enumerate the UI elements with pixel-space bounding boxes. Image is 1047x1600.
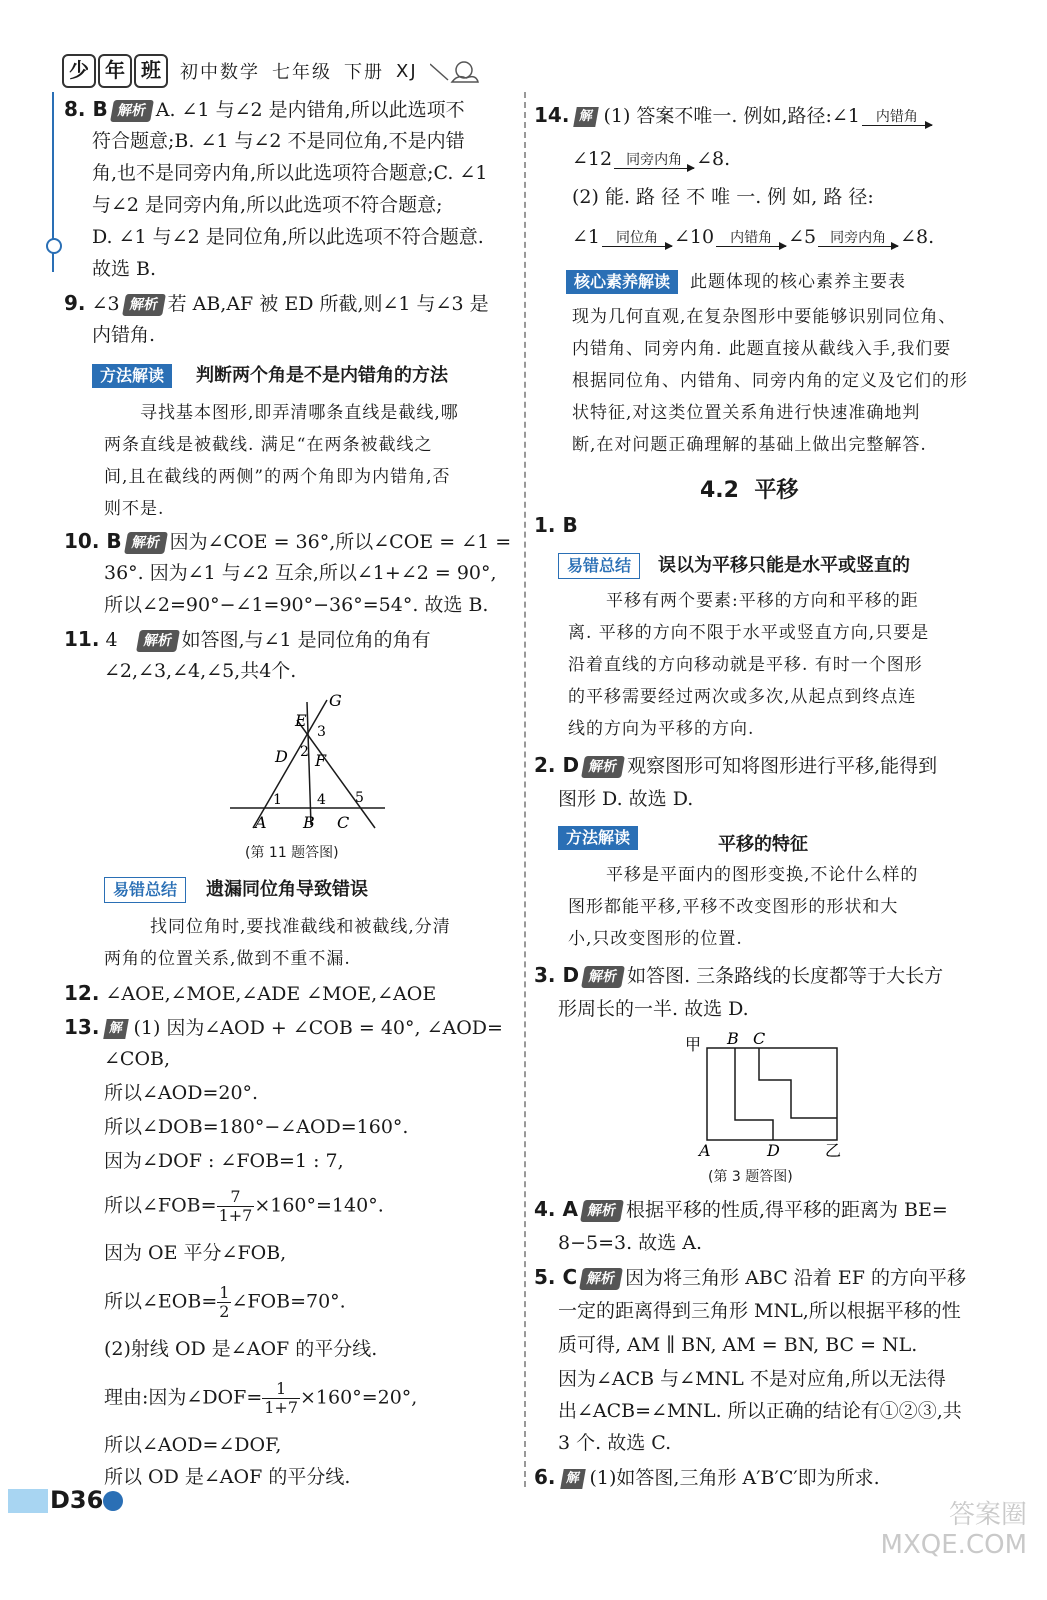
q14-text: ∠10 [674,226,715,248]
label-A: A [255,813,267,832]
label-2: 2 [300,744,309,760]
error-text: 找同位角时,要找准截线和被截线,分清 [150,917,451,937]
q13-frac-line [104,1380,417,1417]
label-D: D [275,747,288,766]
q11-text: 如答图,与∠1 是同位角的角有 [181,629,431,651]
q5-text: 出∠ACB=∠MNL. 所以正确的结论有①②③,共 [558,1400,962,1422]
brand-char: 班 [134,54,168,88]
q8-number: 8. B [64,97,108,121]
q1-number: 1. B [534,513,578,537]
q10-number: 10. B [64,529,122,553]
method-tag: 方法解读 [92,364,172,388]
error-title: 遗漏同位角导致错误 [206,879,369,900]
label-F: F [315,751,327,770]
q6-number: 6. [534,1465,556,1489]
q9-text: 若 AB,AF 被 ED 所截,则∠1 与∠3 是 [167,293,489,315]
q14-text: ∠5 [788,226,817,248]
watermark-text: 答案圈 [948,1500,1027,1530]
q14-line [534,100,934,131]
analysis-tag: 解析 [122,294,166,316]
brand-char: 年 [98,54,132,88]
q13-text: 因为∠DOF : ∠FOB=1 : 7, [104,1150,344,1172]
page-header [62,54,480,88]
core-text: 现为几何直观,在复杂图形中要能够识别同位角、 [572,307,957,327]
q13-text: ∠COB, [104,1048,171,1070]
q8-text: A. ∠1 与∠2 是内错角,所以此选项不 [155,99,465,121]
q12-number: 12. [64,981,100,1005]
q3-text: 形周长的一半. 故选 D. [558,998,749,1020]
core-text: 内错角、同旁内角. 此题直接从截线入手,我们要 [572,339,952,359]
q11-text: ∠2,∠3,∠4,∠5,共4个. [104,660,297,682]
label-G: G [329,691,342,710]
solution-tag: 解 [104,1019,130,1039]
arrow: 内错角 [862,109,932,126]
error-text: 的平移需要经过两次或多次,从起点到终点连 [568,687,917,707]
analysis-tag: 解析 [136,630,180,652]
q13-text: (1) 因为∠AOD + ∠COB = 40°, ∠AOD= [133,1017,503,1039]
q5-number: 5. C [534,1265,578,1289]
watermark [881,1500,1027,1560]
label-B: B [303,813,315,832]
q5-text: 3 个. 故选 C. [558,1432,672,1454]
q2-text: 图形 D. 故选 D. [558,788,694,810]
q5-text: 质可得, AM ∥ BN, AM = BN, BC = NL. [558,1334,918,1356]
error-text: 离. 平移的方向不限于水平或竖直方向,只要是 [568,623,930,643]
core-text: 根据同位角、内错角、同旁内角的定义及它们的形 [572,371,968,391]
q11-answer: 4 [105,629,118,651]
q14-text: ∠8. [696,148,731,170]
q9-answer: ∠3 [91,293,120,315]
q14-line [572,222,934,252]
fraction: $\frac{1}{1+7}$ [264,1379,299,1417]
q6-text: (1)如答图,三角形 A′B′C′即为所求. [589,1467,880,1489]
arrow: 同位角 [602,230,672,247]
error-text: 两角的位置关系,做到不重不漏. [104,949,351,969]
q4-text: 根据平移的性质,得平移的距离为 BE= [625,1199,948,1221]
page-dot [103,1491,123,1511]
q13-text: (2)射线 OD 是∠AOF 的平分线. [104,1338,378,1360]
q5-text: 因为将三角形 ABC 沿着 EF 的方向平移 [625,1267,966,1289]
q13-text: ∠FOB=70°. [231,1290,346,1313]
method-title: 判断两个角是不是内错角的方法 [196,365,449,386]
q3-number: 3. D [534,963,580,987]
arrow: 同旁内角 [614,152,694,169]
column-divider [524,92,526,1487]
method-tag: 方法解读 [558,826,638,850]
q3-text: 如答图. 三条路线的长度都等于大长方 [627,965,944,987]
label-yi: 乙 [825,1141,842,1160]
page-number-text: D36 [50,1486,104,1514]
q6-line [534,1462,880,1493]
section-title [700,476,798,506]
method-text: 平移是平面内的图形变换,不论什么样的 [606,865,919,885]
label-1: 1 [273,792,282,808]
error-tag: 易错总结 [558,553,640,579]
q10-text: 所以∠2=90°−∠1=90°−36°=54°. 故选 B. [104,594,489,616]
section-number: 4.2 [700,478,739,503]
q5-text: 因为∠ACB 与∠MNL 不是对应角,所以无法得 [558,1368,946,1390]
analysis-tag: 解析 [580,1200,624,1222]
q4-text: 8−5=3. 故选 A. [558,1232,702,1254]
margin-dot [46,238,62,254]
analysis-tag: 解析 [581,756,625,778]
q13-frac-line [104,1284,346,1321]
volume: 下册 [344,62,384,83]
section-name: 平移 [754,478,799,503]
q14-line [572,144,730,174]
label-D: D [767,1141,780,1160]
method-text: 则不是. [104,499,165,519]
q14-text: ∠1 [572,226,601,248]
q8-text: 符合题意;B. ∠1 与∠2 不是同位角,不是内错 [92,130,465,152]
figure-11 [225,690,395,835]
core-text: 状特征,对这类位置关系角进行快速准确地判 [572,403,921,423]
q13-text: 因为 OE 平分∠FOB, [104,1242,287,1264]
q13-text: 所以∠AOD=20°. [104,1082,259,1104]
method-text: 间,且在截线的两侧”的两个角即为内错角,否 [104,467,451,487]
method-box [558,822,638,852]
q13-text: 所以∠AOD=∠DOF, [104,1434,282,1456]
label-A: A [699,1141,711,1160]
error-title: 误以为平移只能是水平或竖直的 [658,555,911,576]
q12-text: ∠AOE,∠MOE,∠ADE ∠MOE,∠AOE [105,983,437,1005]
q5-line [534,1262,966,1293]
page-bar [8,1489,48,1513]
core-box [566,266,906,297]
q9-text: 内错角. [92,324,156,346]
q3-line [534,960,943,991]
q14-number: 14. [534,103,570,127]
q12-line [64,978,436,1009]
q2-text: 观察图形可知将图形进行平移,能得到 [627,755,938,777]
label-3: 3 [317,724,326,740]
label-E: E [295,711,307,730]
analysis-tag: 解析 [124,532,168,554]
method-title: 平移的特征 [718,834,808,855]
q4-number: 4. A [534,1197,578,1221]
method-text: 寻找基本图形,即弄清哪条直线是截线,哪 [140,403,459,423]
error-text: 线的方向为平移的方向. [568,719,755,739]
q10-line [64,526,511,557]
analysis-tag: 解析 [110,100,154,122]
q10-text: 36°. 因为∠1 与∠2 互余,所以∠1+∠2 = 90°, [104,562,497,584]
q13-line [64,1012,503,1043]
figure-3 [685,1030,845,1160]
q9-number: 9. [64,291,86,315]
method-text: 图形都能平移,平移不改变图形的形状和大 [568,897,899,917]
q10-text: 因为∠COE = 36°,所以∠COE = ∠1 = [169,531,512,553]
q13-text: ×160°=140°. [254,1194,384,1217]
label-C: C [753,1030,766,1048]
label-jia: 甲 [685,1035,702,1054]
brand-logo [62,54,168,88]
q2-number: 2. D [534,753,580,777]
q11-number: 11. [64,627,100,651]
q8-line [64,94,465,125]
brand-char: 少 [62,54,96,88]
cloud-icon [430,56,480,86]
solution-tag: 解 [560,1469,586,1489]
q8-text: 角,也不是同旁内角,所以此选项符合题意;C. ∠1 [92,162,488,184]
q14-text: (2) 能. 路 径 不 唯 一. 例 如, 路 径: [572,186,874,208]
q5-text: 一定的距离得到三角形 MNL,所以根据平移的性 [558,1300,961,1322]
q8-text: D. ∠1 与∠2 是同位角,所以此选项不符合题意. [92,226,484,248]
label-B: B [727,1030,739,1048]
q2-line [534,750,937,781]
label-5: 5 [355,790,364,806]
figure-3-caption: (第 3 题答图) [708,1169,793,1185]
grade: 七年级 [272,62,332,83]
error-box [558,550,910,581]
arrow: 同旁内角 [818,230,898,247]
edition: XJ [396,60,418,82]
q13-text: 所以∠EOB= [104,1290,218,1313]
method-text: 小,只改变图形的位置. [568,929,743,949]
q13-text: ×160°=20°, [300,1386,418,1409]
q14-text: (1) 答案不唯一. 例如,路径:∠1 [603,105,860,127]
fraction: $\frac{7}{1+7}$ [218,1187,253,1225]
core-text: 断,在对问题正确理解的基础上做出完整解答. [572,435,927,455]
q1-line [534,510,578,541]
analysis-tag: 解析 [579,1268,623,1290]
q14-text: ∠8. [900,226,935,248]
q13-number: 13. [64,1015,100,1039]
q13-text: 理由:因为∠DOF= [104,1386,263,1409]
figure-11-caption: (第 11 题答图) [245,845,339,861]
q11-line [64,624,431,655]
core-text: 此题体现的核心素养主要表 [690,272,907,292]
q13-frac-line [104,1188,384,1225]
arrow: 内错角 [716,230,786,247]
label-C: C [337,813,350,832]
method-box [92,360,448,391]
q13-text: 所以∠DOB=180°−∠AOD=160°. [104,1116,409,1138]
q4-line [534,1194,948,1225]
page-number [8,1486,123,1514]
label-4: 4 [317,792,326,808]
error-tag: 易错总结 [104,877,186,903]
q8-text: 与∠2 是同旁内角,所以此选项不符合题意; [92,194,443,216]
q13-text: 所以∠FOB= [104,1194,217,1217]
q8-text: 故选 B. [92,258,157,280]
solution-tag: 解 [574,107,600,127]
error-text: 平移有两个要素:平移的方向和平移的距 [606,591,919,611]
error-text: 沿着直线的方向移动就是平移. 有时一个图形 [568,655,923,675]
fraction: $\frac{1}{2}$ [219,1283,230,1321]
analysis-tag: 解析 [581,966,625,988]
q14-text: ∠12 [572,148,613,170]
q13-text: 所以 OD 是∠AOF 的平分线. [104,1466,351,1488]
watermark-url: MXQE.COM [880,1530,1027,1560]
subject: 初中数学 [180,62,260,83]
q9-line [64,288,489,319]
method-text: 两条直线是被截线. 满足“在两条被截线之 [104,435,433,455]
error-box [104,874,368,905]
core-tag: 核心素养解读 [566,270,678,294]
